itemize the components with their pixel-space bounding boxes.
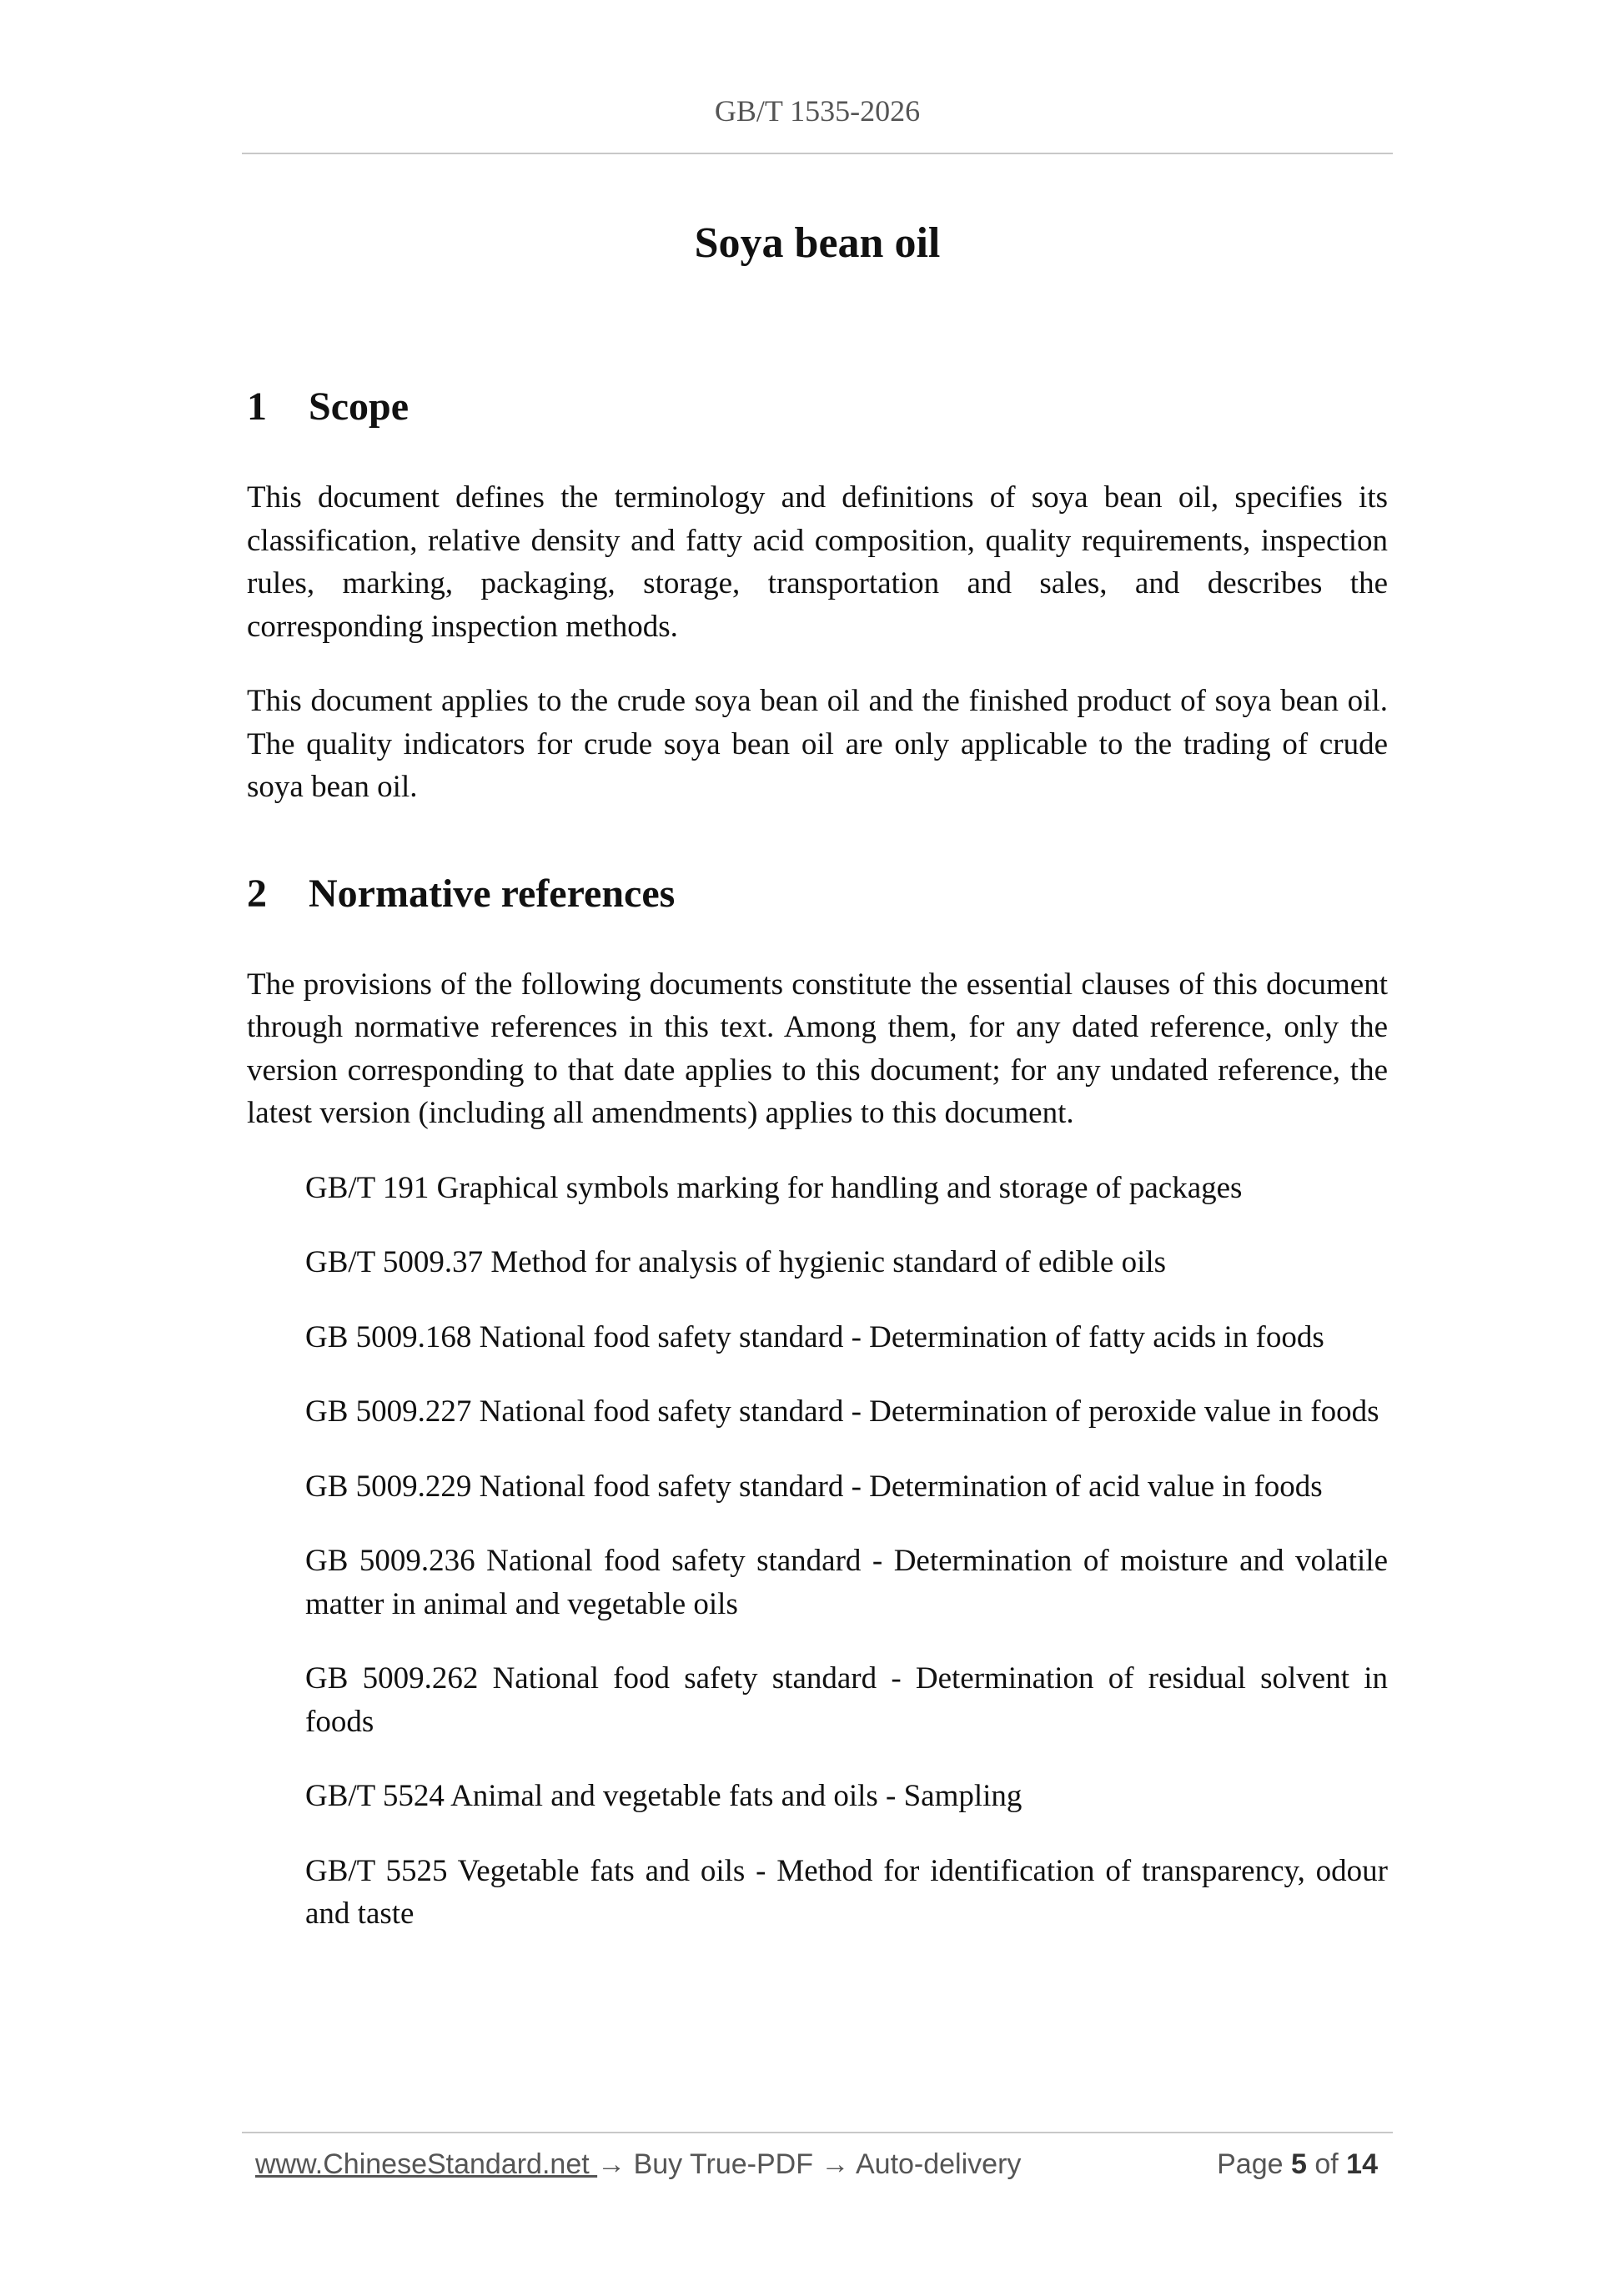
section-title: Normative references	[309, 871, 676, 916]
page-header: GB/T 1535-2026	[714, 94, 921, 128]
scope-paragraph: This document applies to the crude soya bean oil and the finished product of soya bean oil. The quality indicators for crude soya bean oil are only applicable to the trading of crude soya bean oil.	[247, 684, 1388, 804]
reference-item: GB/T 191 Graphical symbols marking for handling and storage of packages	[305, 1170, 1243, 1205]
reference-item: GB 5009.229 National food safety standard - Determination of acid value in foods	[305, 1469, 1323, 1504]
reference-item: GB 5009.262 National food safety standard - Determination of residual solvent in foods	[305, 1661, 1388, 1739]
arrow-right-icon: →	[597, 2148, 626, 2180]
arrow-right-icon: →	[821, 2148, 850, 2180]
page-footer	[255, 2148, 1384, 2190]
total-pages: 14	[1346, 2148, 1378, 2180]
reference-item: GB/T 5524 Animal and vegetable fats and oils - Sampling	[305, 1779, 1023, 1813]
references-intro-paragraph: The provisions of the following documents constitute the essential clauses of this document through normative references in this text. Among them, for any dated reference, only the version corresponding to that date applies to this document; for any undated reference, the latest version (including all amendments) applies to this document.	[247, 967, 1388, 1130]
document-body	[247, 384, 1388, 1967]
chinesestandard-link[interactable]: www.ChineseStandard.net	[255, 2148, 598, 2180]
reference-list	[305, 1167, 1388, 1936]
section-heading-scope	[247, 384, 1388, 430]
page-label: Page	[1217, 2148, 1284, 2180]
page-number	[1217, 2148, 1378, 2181]
reference-item: GB 5009.168 National food safety standard - Determination of fatty acids in foods	[305, 1319, 1324, 1354]
current-page: 5	[1290, 2148, 1307, 2180]
section-title: Scope	[309, 384, 409, 429]
page-of-label: of	[1314, 2148, 1339, 2180]
reference-item: GB 5009.227 National food safety standard - Determination of peroxide value in foods	[305, 1394, 1379, 1429]
footer-promo	[255, 2148, 1021, 2181]
section-heading-normative-references	[247, 871, 1388, 917]
footer-divider	[242, 2132, 1393, 2133]
section-number: 2	[247, 871, 267, 916]
reference-item: GB 5009.236 National food safety standard - Determination of moisture and volatile matter in animal and vegetable oils	[305, 1544, 1388, 1621]
section-number: 1	[247, 384, 267, 429]
reference-item: GB/T 5009.37 Method for analysis of hygienic standard of edible oils	[305, 1245, 1167, 1279]
scope-paragraph: This document defines the terminology and definitions of soya bean oil, specifies its classification, relative density and fatty acid composition, quality requirements, inspection rules, marking, packaging, storage, transportation and sales, and describes the corresponding inspection methods.	[247, 480, 1388, 644]
buy-true-pdf-text: Buy True-PDF	[626, 2148, 822, 2180]
header-divider	[242, 153, 1393, 154]
document-title: Soya bean oil	[694, 219, 941, 267]
auto-delivery-text: Auto-delivery	[849, 2148, 1022, 2180]
reference-item: GB/T 5525 Vegetable fats and oils - Method for identification of transparency, odour and taste	[305, 1853, 1388, 1931]
